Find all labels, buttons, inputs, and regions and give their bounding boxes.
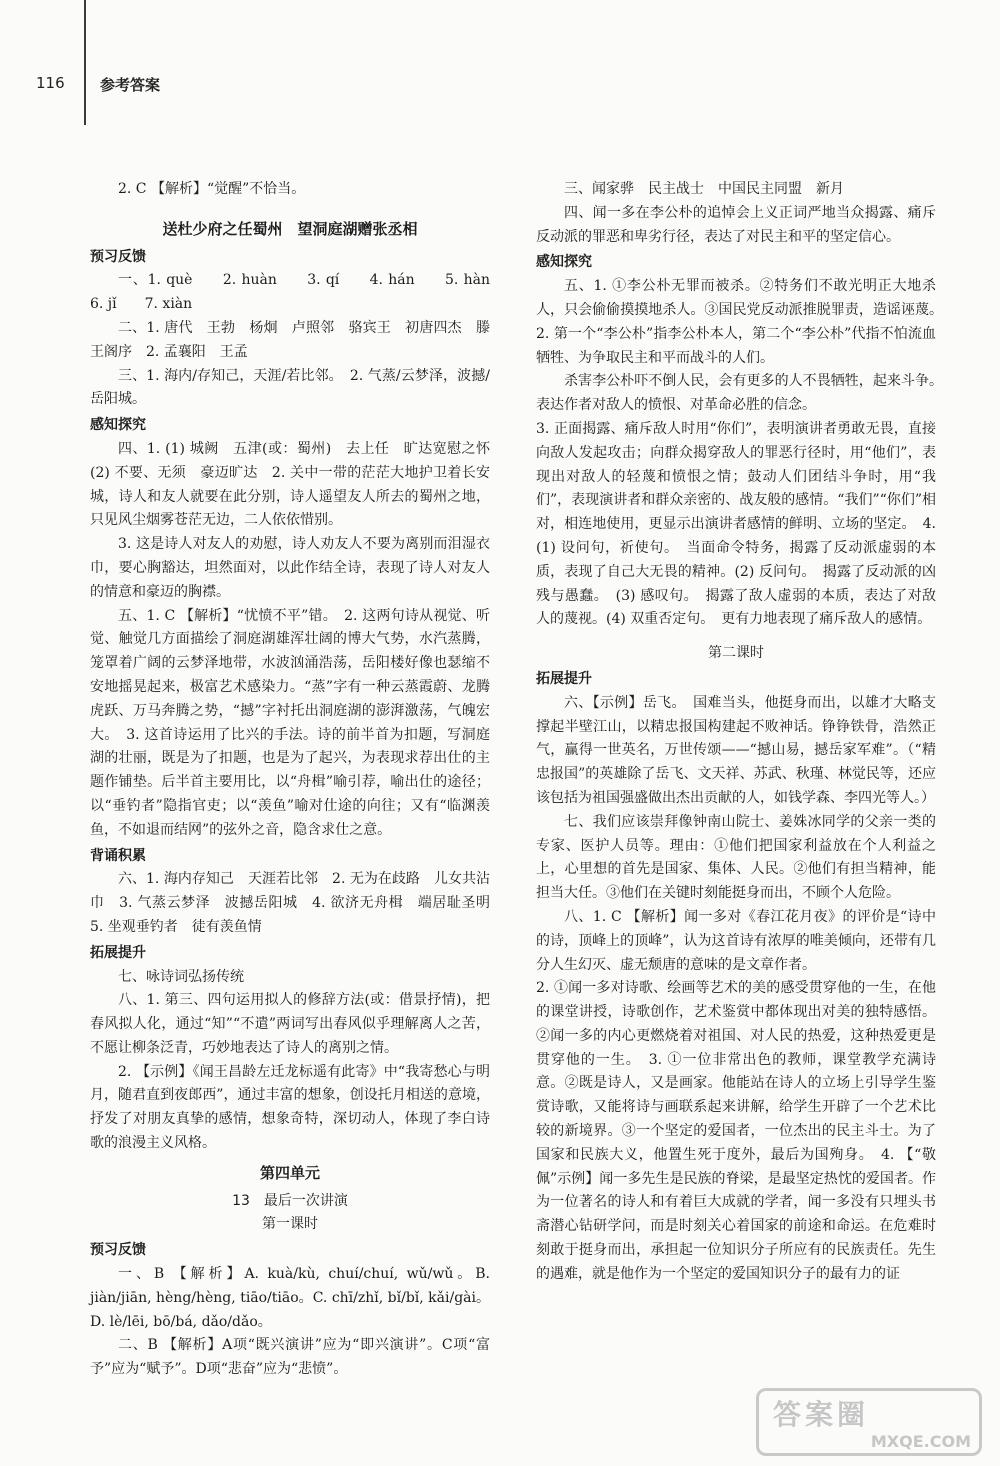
lesson-title: 第四单元 <box>259 1163 320 1182</box>
section-heading: 预习反馈 <box>90 248 146 265</box>
answer-paragraph: 五、1. C 【解析】“忧愤不平”错。 2. 这两句诗从视觉、听觉、触觉几方面描绘了洞庭湖雄浑壮阔的博大气势，水汽蒸腾，笼罩着广阔的云梦泽地带，水波汹涌浩荡，岳阳楼好像也瑟缩不安地摇晃起来，极富艺术感染力。“蒸”字有一种云蒸霞蔚、龙腾虎跃、万马奔腾之势，“撼”字衬托出洞庭湖的澎湃激荡，气魄宏大。 3. 这首诗运用了比兴的手法。诗的前半首为扣题，写洞庭湖的壮丽，既是为了扣题，也是为了起兴，为表现求荐出仕的主题作铺垫。后半首主要用比，以“舟楫”喻引荐，喻出仕的途径；以“垂钓者”隐指官吏；以“羡鱼”喻对仕途的向往；又有“临渊羡鱼，不如退而结网”的弦外之音，隐含求仕之意。 <box>90 607 490 838</box>
answer-paragraph: 三、1. 海内/存知己，天涯/若比邻。 2. 气蒸/云梦泽，波撼/岳阳城。 <box>90 367 490 408</box>
answer-paragraph: 三、闻家骅 民主战士 中国民主同盟 新月 <box>564 181 844 197</box>
answer-paragraph: 六、1. 海内存知己 天涯若比邻 2. 无为在歧路 儿女共沾巾 3. 气蒸云梦泽 波撼岳阳城 4. 欲济无舟楫 端居耻圣明 5. 坐观垂钓者 徒有羡鱼情 <box>90 871 504 935</box>
right-column <box>536 178 950 1287</box>
section-heading: 背诵积累 <box>90 847 146 864</box>
answer-paragraph: 3. 这是诗人对友人的劝慰，诗人劝友人不要为离别而泪湿衣巾，要心胸豁达，坦然面对，以此作结全诗，表现了诗人对友人的情意和豪迈的胸襟。 <box>90 536 490 600</box>
section-heading: 感知探究 <box>90 417 146 434</box>
answer-paragraph: 2. 【示例】《闻王昌龄左迁龙标遥有此寄》中“我寄愁心与明月，随君直到夜郎西”，通过丰富的想象，创设托月相送的意境，抒发了对朋友真挚的感情，想象奇特，深切动人，体现了李白诗歌的浪漫主义风格。 <box>90 1063 490 1152</box>
answer-paragraph: 二、B 【解析】A项“既兴演讲”应为“即兴演讲”。C项“富予”应为“赋予”。D项“悲奋”应为“悲愤”。 <box>90 1337 490 1378</box>
answer-paragraph: 二、1. 唐代 王勃 杨炯 卢照邻 骆宾王 初唐四杰 滕王阁序 2. 孟襄阳 王孟 <box>90 319 490 360</box>
spacer <box>90 202 490 212</box>
answer-paragraph: 一、B 【解析】A. kuà/kù, chuí/chuí, wǔ/wǔ。B. jiàn/jiān, hèng/hèng, tiāo/tiāo。C. chī/zhǐ, bǐ/bǐ, kǎi/gài。D. lè/lēi, bō/bá, dǎo/dǎo。 <box>90 1266 490 1330</box>
answer-paragraph: 四、闻一多在李公朴的追悼会上义正词严地当众揭露、痛斥反动派的罪恶和卑劣行径，表达了对民主和平的坚定信心。 <box>536 204 936 245</box>
answer-paragraph: 杀害李公朴吓不倒人民，会有更多的人不畏牺牲，起来斗争。 表达作者对敌人的愤恨、对革命必胜的信念。 <box>536 373 950 414</box>
section-heading: 预习反馈 <box>90 1242 146 1259</box>
header-divider <box>84 0 86 125</box>
page-number: 116 <box>36 74 65 92</box>
section-heading: 感知探究 <box>536 254 592 271</box>
answer-paragraph: 2. ①闻一多对诗歌、绘画等艺术的美的感受贯穿他的一生，在他的课堂讲授，诗歌创作，艺术鉴赏中都体现出对美的独特感悟。②闻一多的内心更燃烧着对祖国、对人民的热爱，这种热爱更是贯穿他的一生。 3. ①一位非常出色的教师，课堂教学充满诗意。②既是诗人，又是画家。他能站在诗人的立场上引导学生鉴赏诗歌，又能将诗与画联系起来讲解，给学生开辟了一个艺术比较的新境界。③一个坚定的爱国者，一位杰出的民主斗士。为了国家和民族大义，他置生死于度外，最后为国殉身。 4. 【“敬佩”示例】闻一多先生是民族的脊梁，是最坚定热忱的爱国者。作为一位著名的诗人和有着巨大成就的学者，闻一多没有只埋头书斋潜心钻研学问，而是时刻关心着国家的前途和命运。在危难时刻敢于挺身而出，承担起一位知识分子所应有的民族责任。先生的遇难，就是他作为一个坚定的爱国知识分子的最有力的证 <box>536 980 936 1282</box>
watermark-logo <box>756 1388 982 1456</box>
answer-paragraph: 四、1. (1) 城阙 五津(或：蜀州) 去上任 旷达宽慰之怀 (2) 不要、无须 豪迈旷达 2. 关中一带的茫茫大地护卫着长安城，诗人和友人就要在此分别，诗人遥望友人所去的蜀州之地，只见风尘烟雾苍茫无边，二人依依惜别。 <box>90 440 504 529</box>
answer-paragraph: 八、1. C 【解析】闻一多对《春江花月夜》的评价是“诗中的诗，顶峰上的顶峰”，认为这首诗有浓厚的唯美倾向，还带有几分人生幻灭、虚无颓唐的意味的是文章作者。 <box>536 908 936 973</box>
lesson-title: 送杜少府之任蜀州 望洞庭湖赠张丞相 <box>162 219 418 238</box>
watermark-url: MXQE.COM <box>870 1432 971 1451</box>
left-column <box>90 178 504 1382</box>
answer-paragraph: 八、1. 第三、四句运用拟人的修辞方法(或：借景抒情)，把春风拟人化，通过“知”“不遣”两词写出春风似乎理解离人之苦，不愿让柳条泛青，巧妙地表达了诗人的离别之情。 <box>90 992 490 1056</box>
answer-paragraph: 2. C 【解析】“觉醒”不恰当。 <box>118 181 306 197</box>
answer-paragraph: 六、【示例】岳飞。 国难当头，他挺身而出，以雄才大略支撑起半壁江山，以精忠报国构建起不败神话。铮铮铁骨，浩然正气，赢得一世英名，万世传颂——“撼山易，撼岳家军难”。（“精忠报国”的英雄除了岳飞、文天祥、苏武、秋瑾、林觉民等，还应该包括为祖国强盛做出杰出贡献的人，如钱学森、李四光等人。） <box>536 694 936 806</box>
lesson-subtitle: 第一课时 <box>262 1216 318 1233</box>
lesson-subtitle: 13 最后一次讲演 <box>232 1192 348 1209</box>
section-heading: 拓展提升 <box>536 670 592 687</box>
answer-paragraph: 七、我们应该崇拜像钟南山院士、姜姝冰同学的父亲一类的专家、医护人员等。理由：①他们把国家利益放在个人利益之上，心里想的首先是国家、集体、人民。②他们有担当精神，能担当大任。③他们在关键时刻能挺身而出，不顾个人危险。 <box>536 813 936 902</box>
answer-paragraph: 五、1. ①李公朴无罪而被杀。②特务们不敢光明正大地杀人，只会偷偷摸摸地杀人。③国民党反动派推脱罪责，造谣诬蔑。 2. 第一个“李公朴”指李公朴本人，第二个“李公朴”代指不怕流血牺牲、为争取民主和平而战斗的人们。 <box>536 278 950 366</box>
answer-paragraph: 七、咏诗词弘扬传统 <box>118 968 244 985</box>
answer-paragraph: 3. 正面揭露、痛斥敌人时用“你们”，表明演讲者勇敢无畏，直接向敌人发起攻击；向群众揭穿敌人的罪恶行径时，用“他们”，表现出对敌人的轻蔑和愤恨之情；鼓动人们团结斗争时，用“我们”，表现演讲者和群众亲密的、战友般的感情。“我们”“你们”相对，相连地使用，更显示出演讲者感情的鲜明、立场的坚定。 4. (1) 设问句，祈使句。 当面命令特务，揭露了反动派虚弱的本质，表现了自己大无畏的精神。(2) 反问句。 揭露了反动派的凶残与愚蠢。 (3) 感叹句。 揭露了敌人虚弱的本质，表达了对敌人的蔑视。(4) 双重否定句。 更有力地表现了痛斥敌人的感情。 <box>536 420 936 628</box>
header-label: 参考答案 <box>100 76 161 94</box>
answer-paragraph: 一、1. què 2. huàn 3. qí 4. hán 5. hàn 6. jǐ 7. xiàn <box>90 272 504 313</box>
spacer <box>536 632 936 642</box>
section-heading: 拓展提升 <box>90 944 146 961</box>
lesson-subtitle: 第二课时 <box>708 645 764 662</box>
watermark-text: 答案圈 <box>773 1398 870 1431</box>
